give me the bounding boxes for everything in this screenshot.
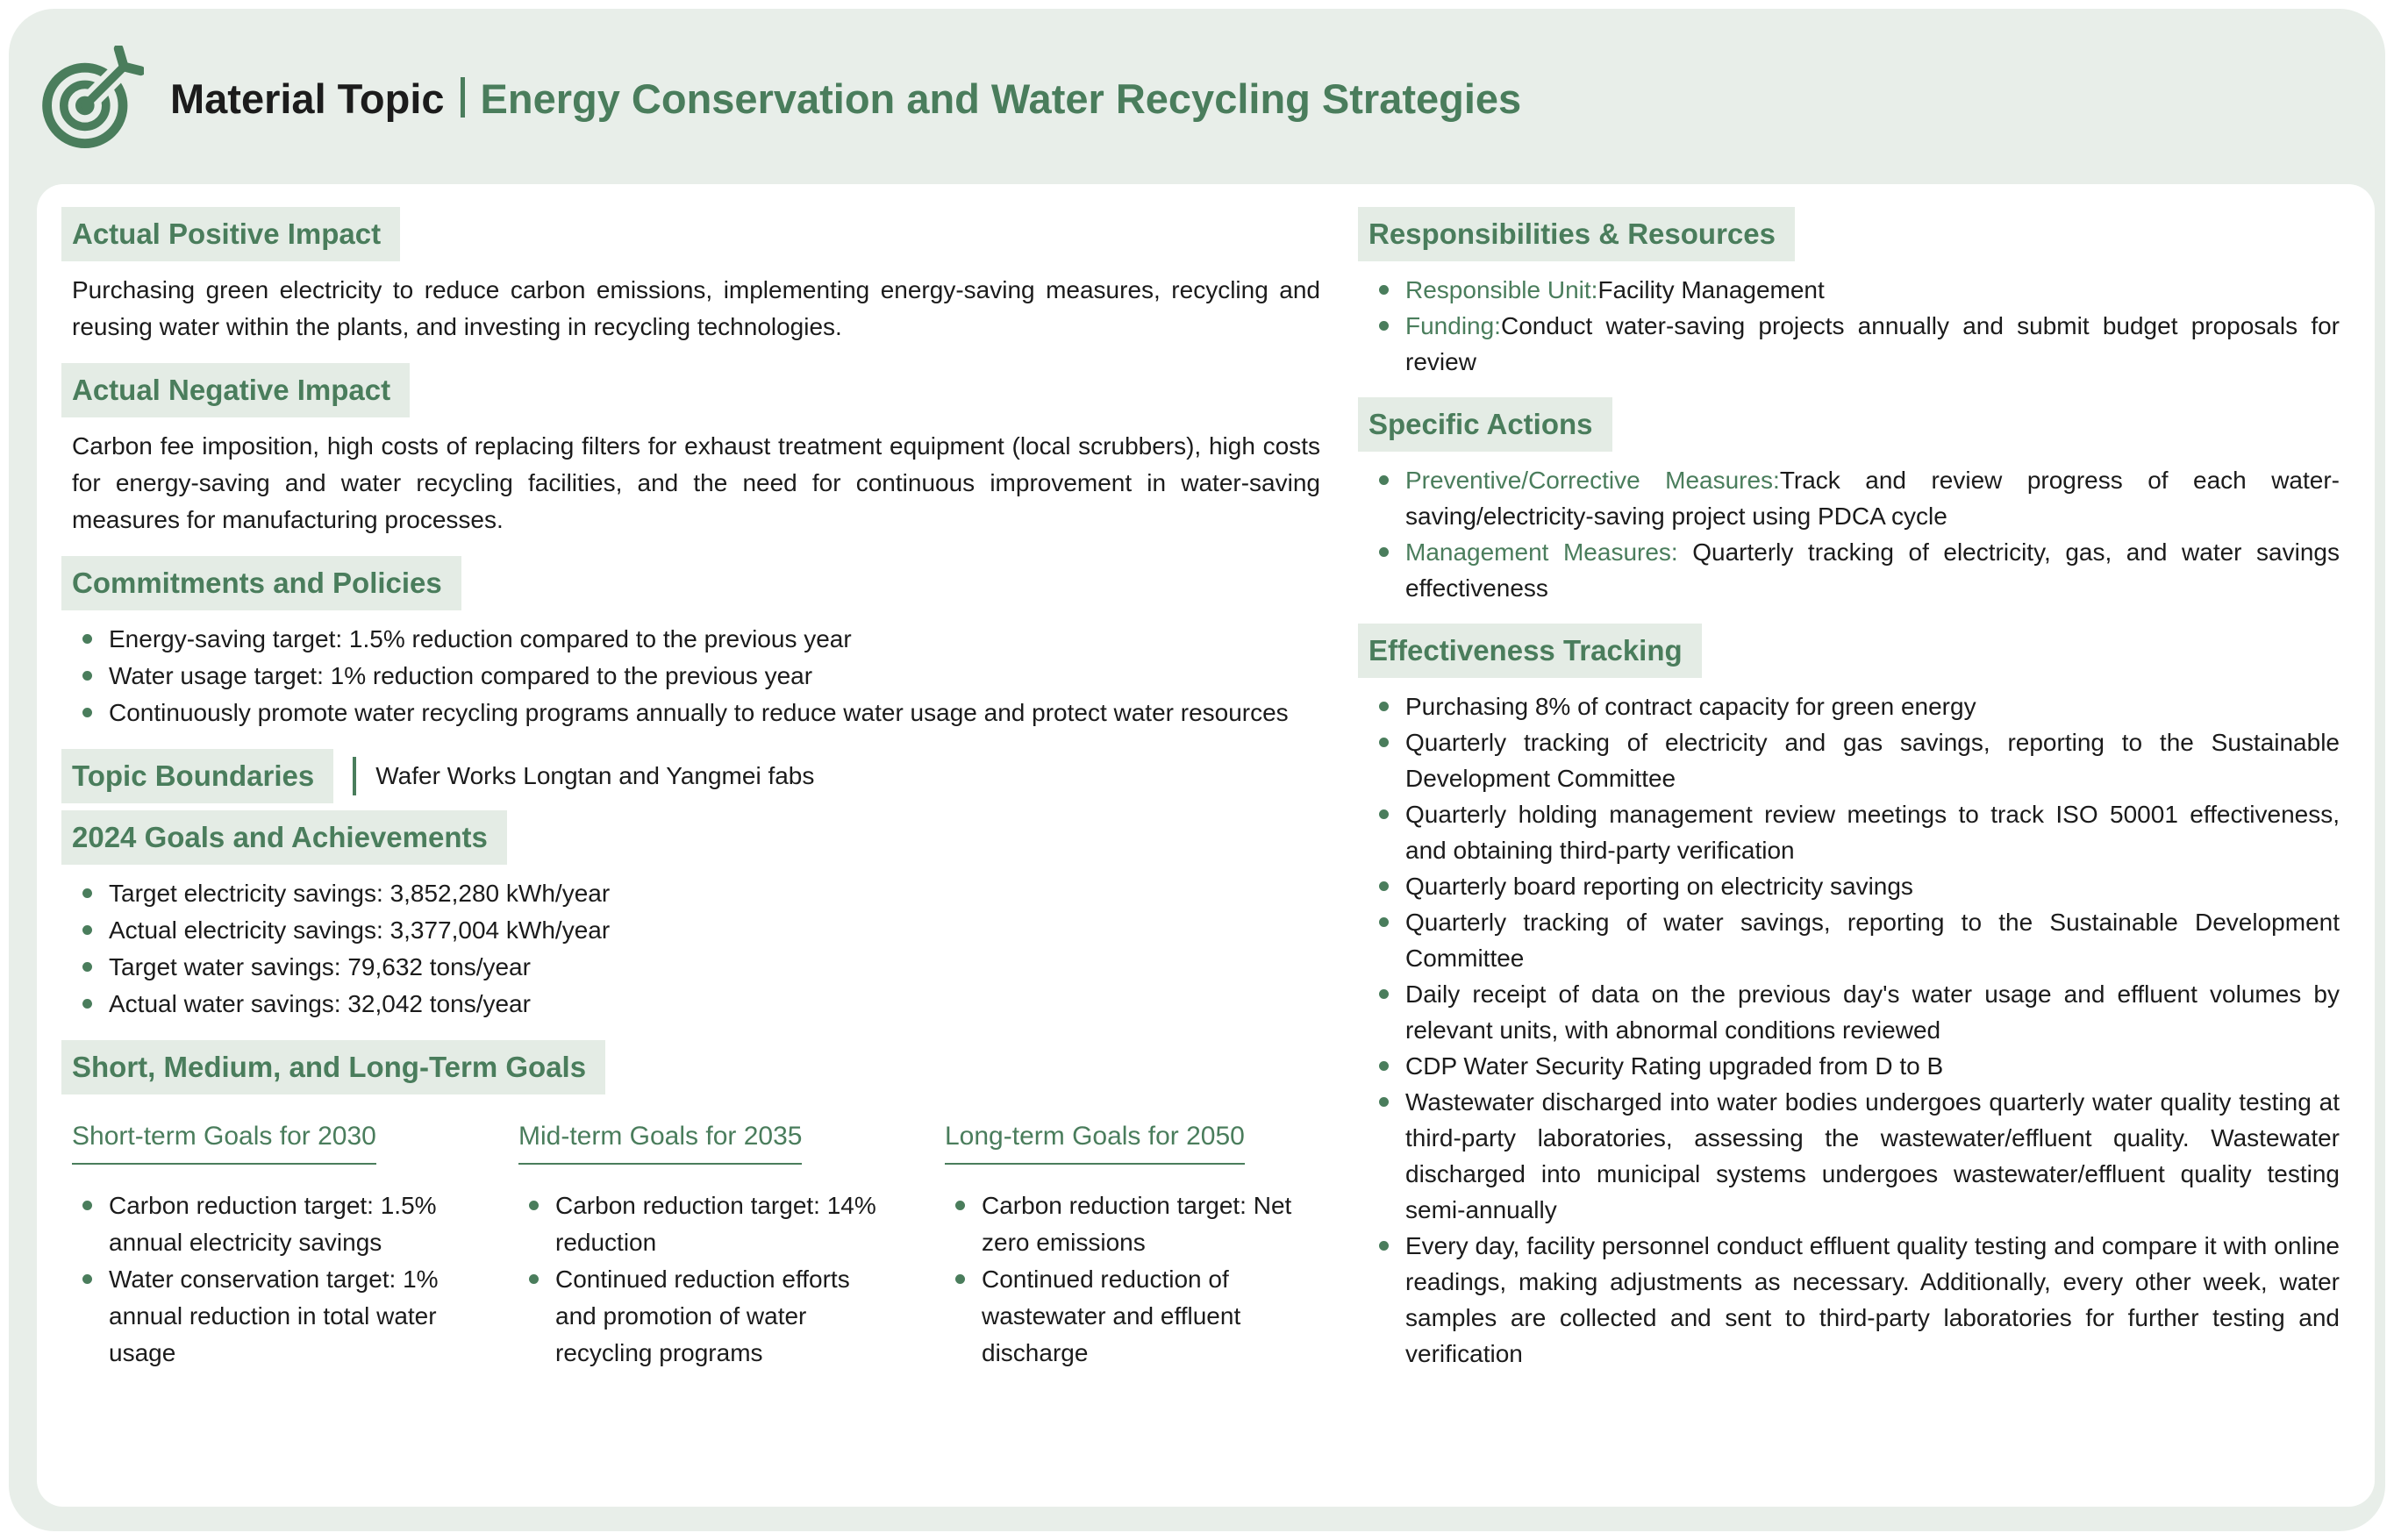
item-text: Track and review progress of each water-saving/electricity-saving project using PDCA cycle	[1405, 467, 2340, 530]
mid-term-goals-column	[518, 1117, 880, 1372]
goal-list	[72, 1187, 454, 1372]
list-item: Carbon reduction target: 1.5% annual electricity savings	[72, 1187, 454, 1261]
section-responsibilities-resources	[1369, 207, 2340, 380]
item-text: Quarterly tracking of electricity, gas, and water savings effectiveness	[1405, 538, 2340, 602]
list-item: Actual water savings: 32,042 tons/year	[72, 986, 1320, 1023]
content-card	[37, 184, 2375, 1507]
commitments-list	[72, 621, 1320, 731]
section-heading: Short, Medium, and Long-Term Goals	[61, 1040, 605, 1094]
goal-column-heading: Short-term Goals for 2030	[72, 1117, 376, 1165]
list-item: Target water savings: 79,632 tons/year	[72, 949, 1320, 986]
section-commitments-policies	[72, 556, 1320, 731]
list-item: Daily receipt of data on the previous day's water usage and effluent volumes by relevant units, with abnormal conditions reviewed	[1369, 976, 2340, 1048]
list-item: Quarterly board reporting on electricity savings	[1369, 868, 2340, 904]
list-item: Quarterly holding management review meetings to track ISO 50001 effectiveness, and obtaining third-party verification	[1369, 796, 2340, 868]
page-title	[170, 75, 1521, 123]
section-2024-goals	[72, 810, 1320, 1023]
section-heading: Commitments and Policies	[61, 556, 461, 610]
section-topic-boundaries	[72, 749, 1320, 803]
list-item	[1369, 272, 2340, 308]
list-item: Purchasing 8% of contract capacity for green energy	[1369, 688, 2340, 724]
list-item: Continued reduction of wastewater and effluent discharge	[945, 1261, 1320, 1372]
long-term-goals-column	[945, 1117, 1320, 1372]
list-item: Target electricity savings: 3,852,280 kWh/year	[72, 875, 1320, 912]
section-heading: Responsibilities & Resources	[1358, 207, 1795, 261]
goal-list	[518, 1187, 880, 1372]
section-heading: Actual Negative Impact	[61, 363, 410, 417]
list-item: Carbon reduction target: Net zero emissions	[945, 1187, 1320, 1261]
section-body: Purchasing green electricity to reduce carbon emissions, implementing energy-saving measures, recycling and reusing water within the plants, and investing in recycling technologies.	[72, 276, 1320, 340]
section-heading: Effectiveness Tracking	[1358, 624, 1702, 678]
list-item: Quarterly tracking of electricity and gas savings, reporting to the Sustainable Development Committee	[1369, 724, 2340, 796]
list-item: Carbon reduction target: 14% reduction	[518, 1187, 880, 1261]
section-heading: Specific Actions	[1358, 397, 1612, 452]
item-label: Funding:	[1405, 312, 1501, 339]
goal-column-heading: Mid-term Goals for 2035	[518, 1117, 802, 1165]
responsibilities-list	[1369, 272, 2340, 380]
page-title-topic: Energy Conservation and Water Recycling Strategies	[480, 75, 1522, 122]
section-specific-actions	[1369, 397, 2340, 606]
report-card-frame	[9, 9, 2385, 1531]
section-term-goals	[72, 1040, 1320, 1372]
list-item: Energy-saving target: 1.5% reduction compared to the previous year	[72, 621, 1320, 658]
section-body: Carbon fee imposition, high costs of replacing filters for exhaust treatment equipment (local scrubbers), high costs for energy-saving and water recycling facilities, and the need for continuous improvement in water-saving measures for manufacturing processes.	[72, 432, 1320, 533]
item-label: Responsible Unit:	[1405, 276, 1598, 303]
short-term-goals-column	[72, 1117, 454, 1372]
page-title-prefix: Material Topic	[170, 75, 445, 122]
item-text: Conduct water-saving projects annually and submit budget proposals for review	[1405, 312, 2340, 375]
target-arrow-icon	[39, 46, 144, 151]
boundary-separator	[353, 757, 356, 795]
list-item: Every day, facility personnel conduct effluent quality testing and compare it with online readings, making adjustments as necessary. Additionally, every other week, water samples are collected and sent to third-party laboratories for further testing and verification	[1369, 1228, 2340, 1372]
list-item: Water conservation target: 1% annual reduction in total water usage	[72, 1261, 454, 1372]
section-heading: Actual Positive Impact	[61, 207, 400, 261]
specific-actions-list	[1369, 462, 2340, 606]
section-effectiveness-tracking	[1369, 624, 2340, 1372]
list-item: Actual electricity savings: 3,377,004 kWh/year	[72, 912, 1320, 949]
goal-column-heading: Long-term Goals for 2050	[945, 1117, 1245, 1165]
section-actual-positive-impact	[72, 207, 1320, 346]
goal-list	[945, 1187, 1320, 1372]
list-item: Wastewater discharged into water bodies undergoes quarterly water quality testing at third-party laboratories, assessing the wastewater/effluent quality. Wastewater discharged into municipal systems undergoes wastewater/effluent quality testing semi-annually	[1369, 1084, 2340, 1228]
section-actual-negative-impact	[72, 363, 1320, 538]
list-item	[1369, 534, 2340, 606]
boundary-text: Wafer Works Longtan and Yangmei fabs	[375, 762, 815, 789]
item-text: Facility Management	[1597, 276, 1825, 303]
goals-2024-list	[72, 875, 1320, 1023]
list-item: Water usage target: 1% reduction compared to the previous year	[72, 658, 1320, 695]
effectiveness-tracking-list	[1369, 688, 2340, 1372]
list-item	[1369, 308, 2340, 380]
section-heading: 2024 Goals and Achievements	[61, 810, 507, 865]
list-item: CDP Water Security Rating upgraded from D to B	[1369, 1048, 2340, 1084]
list-item: Quarterly tracking of water savings, reporting to the Sustainable Development Committee	[1369, 904, 2340, 976]
item-label: Preventive/Corrective Measures:	[1405, 467, 1780, 494]
right-column	[1369, 207, 2340, 1507]
list-item: Continuously promote water recycling programs annually to reduce water usage and protect water resources	[72, 695, 1320, 731]
title-separator	[461, 77, 465, 118]
term-goal-columns	[72, 1117, 1320, 1372]
page-header	[35, 25, 1521, 172]
left-column	[72, 207, 1320, 1507]
list-item	[1369, 462, 2340, 534]
section-heading: Topic Boundaries	[61, 749, 333, 803]
item-label: Management Measures:	[1405, 538, 1693, 566]
list-item: Continued reduction efforts and promotion of water recycling programs	[518, 1261, 880, 1372]
